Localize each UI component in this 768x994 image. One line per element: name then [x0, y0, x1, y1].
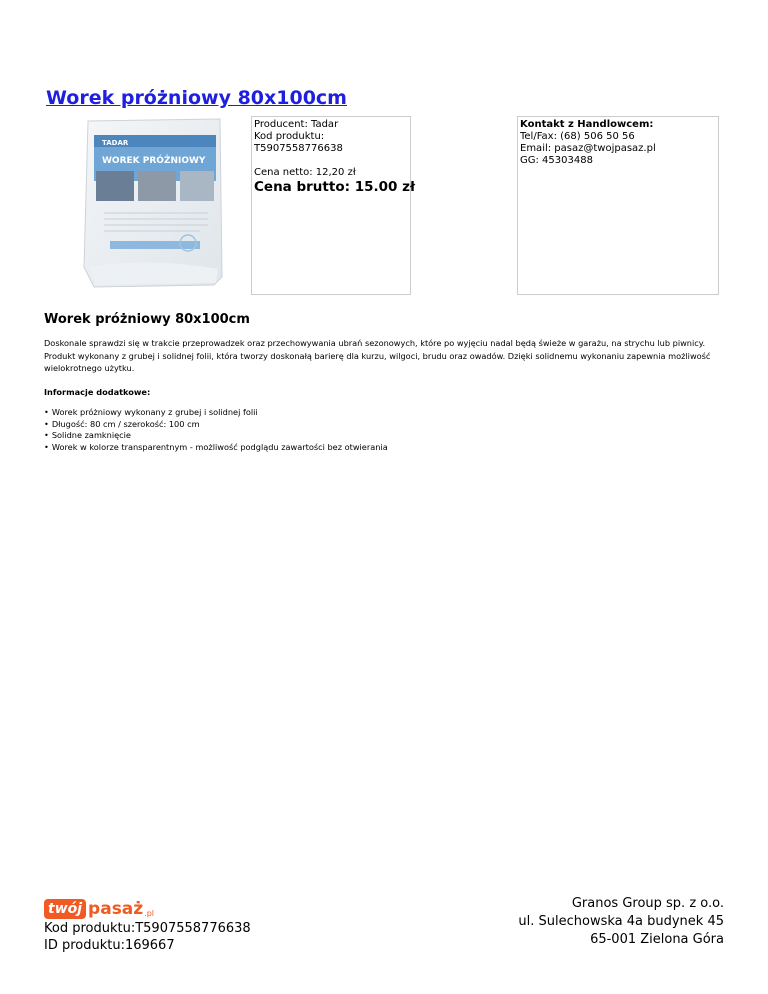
twojpasaz-logo	[44, 897, 154, 921]
description-title: Worek próżniowy 80x100cm	[44, 312, 250, 327]
product-title-link[interactable]: Worek próżniowy 80x100cm	[46, 87, 347, 109]
contact-gg: GG: 45303488	[520, 155, 593, 166]
net-price: Cena netto: 12,20 zł	[254, 167, 356, 178]
contact-box	[517, 116, 719, 295]
extra-info-heading: Informacje dodatkowe:	[44, 387, 151, 397]
product-image	[80, 117, 228, 289]
contact-heading: Kontakt z Handlowcem:	[520, 119, 654, 130]
footer-product-code: Kod produktu:T5907558776638	[44, 921, 251, 936]
bag-brand-text: TADAR	[102, 139, 129, 147]
producer-text: Producent: Tadar	[254, 119, 339, 130]
gross-price: Cena brutto: 15.00 zł	[254, 179, 415, 195]
logo-pl: .pl	[144, 909, 155, 918]
contact-email: Email: pasaz@twojpasaz.pl	[520, 143, 656, 154]
description-text: Doskonale sprawdzi się w trakcie przeprowadzek oraz przechowywania ubrań sezonowych, które po wyjęciu nadal będą świeże w garażu, na strychu lub piwnicy. Produkt wykonany z grubej i solidnej folii, która tworzy doskonałą barierę dla kurzu, wilgoci, brudu oraz owadów. Dzięki solidnemu wykonaniu zapewnia możliwość wielokrotnego użytku.	[44, 338, 711, 373]
footer-product-id: ID produktu:169667	[44, 938, 175, 953]
contact-phone: Tel/Fax: (68) 506 50 56	[520, 131, 635, 142]
list-item: • Długość: 80 cm / szerokość: 100 cm	[44, 419, 388, 431]
extra-info-list	[44, 407, 388, 453]
footer-company-address	[518, 895, 724, 949]
list-item: • Worek próżniowy wykonany z grubej i solidnej folii	[44, 407, 388, 419]
bag-title-text: WOREK PRÓŻNIOWY	[102, 156, 206, 166]
list-item: • Solidne zamknięcie	[44, 430, 388, 442]
product-code-text: Kod produktu: T5907558776638	[254, 131, 343, 154]
company-city: 65-001 Zielona Góra	[590, 932, 724, 947]
product-info-box	[251, 116, 415, 295]
company-name: Granos Group sp. z o.o.	[571, 896, 724, 911]
list-item: • Worek w kolorze transparentnym - możliwość podglądu zawartości bez otwierania	[44, 442, 388, 454]
company-street: ul. Sulechowska 4a budynek 45	[518, 914, 724, 929]
logo-twoj: twój	[44, 899, 86, 919]
footer-product-ids	[44, 920, 251, 954]
logo-pasaz: pasaż	[88, 899, 144, 919]
